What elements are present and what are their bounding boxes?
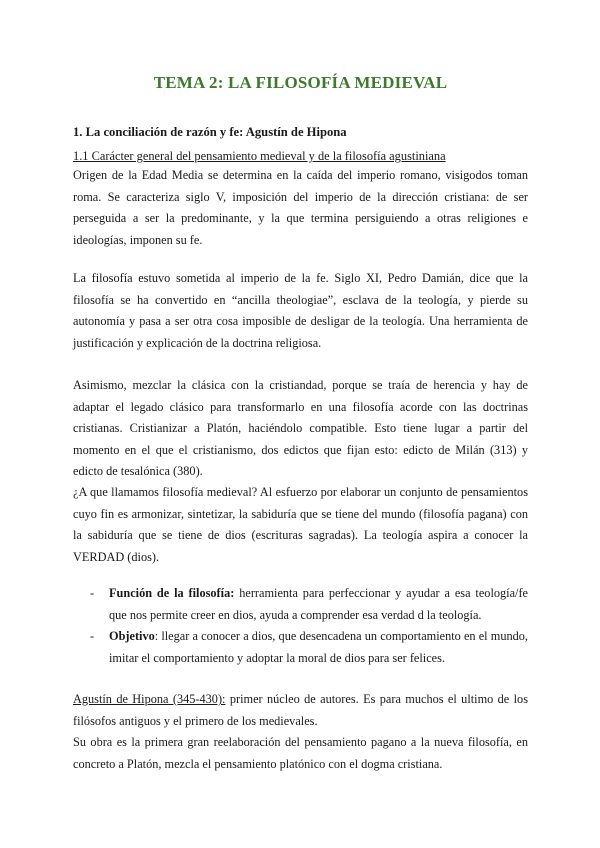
page-title: TEMA 2: LA FILOSOFÍA MEDIEVAL xyxy=(153,73,448,92)
agustin-text: primer núcleo de autores. Es para muchos el ultimo de los filósofos antiguos y el primero de los medievales. xyxy=(73,692,528,728)
bullet-label: Objetivo xyxy=(109,629,155,643)
paragraph-obra: Su obra es la primera gran reelaboración del pensamiento pagano a la nueva filosofía, en concreto a Platón, mezcla el pensamiento platónico con el dogma cristiana. xyxy=(73,735,528,771)
agustin-lead: Agustín de Hipona (345-430): xyxy=(73,692,226,706)
bullet-text: herramienta para perfeccionar y ayudar a esa teología/fe que nos permite creer en dios, ayuda a comprender esa verdad d la teología. xyxy=(109,586,529,622)
paragraph-asimismo: Asimismo, mezclar la clásica con la cristiandad, porque se traía de herencia y hay de adaptar el legado clásico para transformarlo en una filosofía acorde con las doctrinas cristianas. Cristianizar a Platón, haciéndolo compatible. Esto tiene lugar a partir del momento en el que el cristianismo, dos edictos que fijan esto: edicto de Milán (313) y edicto de tesalónica (380). xyxy=(73,378,528,478)
bullet-text: : llegar a conocer a dios, que desencadena un comportamiento en el mundo, imitar el comportamiento y adoptar la moral de dios para ser felices. xyxy=(109,629,528,665)
bullet-label: Función de la filosofía: xyxy=(109,586,235,600)
document-page xyxy=(73,0,528,848)
bullet-dash: - xyxy=(90,629,95,643)
paragraph-agustin xyxy=(73,689,528,732)
list-item xyxy=(73,626,528,669)
paragraph-filosofia-medieval-question: ¿A que llamamos filosofía medieval? Al esfuerzo por elaborar un conjunto de pensamientos cuyo fin es armonizar, sintetizar, la sabiduría que se tiene del mundo (filosofía pagana) con la sabiduría que se tiene de dios (escrituras sagradas). La teología aspira a conocer la VERDAD (dios). xyxy=(73,485,528,564)
bullet-dash: - xyxy=(90,586,95,600)
list-item xyxy=(73,583,528,626)
paragraph-origen: Origen de la Edad Media se determina en la caída del imperio romano, visigodos toman roma. Se caracteriza siglo V, imposición del imperio de la dirección cristiana: de ser perseguida a ser la predominante, y la que termina persiguiendo a otras religiones e ideologías, imponen su fe. xyxy=(73,168,528,247)
bullet-list xyxy=(73,583,528,669)
paragraph-filosofia-fe: La filosofía estuvo sometida al imperio de la fe. Siglo XI, Pedro Damián, dice que la filosofía se ha convertido en “ancilla theologiae”, esclava de la teología, y pierde su autonomía y pasa a ser otra cosa imposible de desligar de la teología. Una herramienta de justificación y explicación de la doctrina religiosa. xyxy=(73,271,528,350)
subsection-heading: 1.1 Carácter general del pensamiento medieval y de la filosofía agustiniana xyxy=(73,149,446,163)
section-heading: 1. La conciliación de razón y fe: Agustín de Hipona xyxy=(73,125,347,139)
